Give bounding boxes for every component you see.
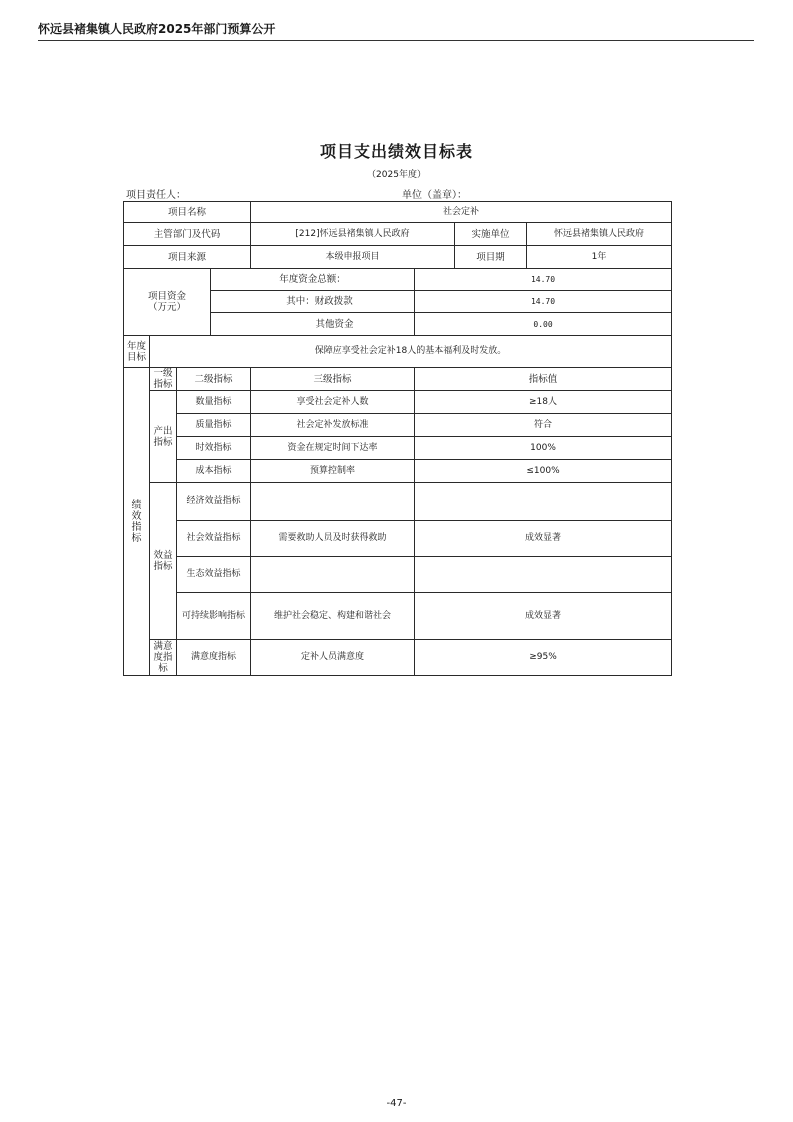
table-row xyxy=(124,521,672,557)
table-row xyxy=(124,414,672,437)
table-row xyxy=(124,460,672,483)
table-row xyxy=(124,223,672,246)
indicator-level3: 维护社会稳定、构建和谐社会 xyxy=(251,593,415,640)
performance-target-table xyxy=(123,201,672,676)
table-row xyxy=(124,368,672,391)
fiscal-funds-value: 14.70 xyxy=(415,291,672,313)
other-funds-label: 其他资金 xyxy=(211,313,415,336)
indicator-value: 100% xyxy=(415,437,672,460)
page-number: -47- xyxy=(386,1098,407,1109)
indicator-level2: 可持续影响指标 xyxy=(177,593,251,640)
indicator-level3 xyxy=(251,557,415,593)
indicator-value: 成效显著 xyxy=(415,521,672,557)
table-row xyxy=(124,336,672,368)
unit-seal-label: 单位（盖章）： xyxy=(402,190,467,201)
period-label: 项目期 xyxy=(455,246,527,269)
table-row xyxy=(124,593,672,640)
table-row xyxy=(124,437,672,460)
indicator-value xyxy=(415,557,672,593)
total-funds-label: 年度资金总额： xyxy=(211,269,415,291)
funds-label: 项目资金 （万元） xyxy=(124,269,211,336)
indicator-level2: 满意度指标 xyxy=(177,640,251,676)
indicator-value: ≤100% xyxy=(415,460,672,483)
dept-label: 主管部门及代码 xyxy=(124,223,251,246)
indicator-level3: 享受社会定补人数 xyxy=(251,391,415,414)
annual-goal-label: 年度 目标 xyxy=(124,336,150,368)
annual-goal-value: 保障应享受社会定补18人的基本福利及时发放。 xyxy=(150,336,672,368)
indicator-value xyxy=(415,483,672,521)
subtitle-year: （2025年度） xyxy=(367,170,426,180)
indicator-level2: 数量指标 xyxy=(177,391,251,414)
header-level2: 二级指标 xyxy=(177,368,251,391)
indicator-level2: 成本指标 xyxy=(177,460,251,483)
indicator-value: ≥95% xyxy=(415,640,672,676)
indicator-level2: 质量指标 xyxy=(177,414,251,437)
indicator-level2: 经济效益指标 xyxy=(177,483,251,521)
impl-unit-value: 怀远县褚集镇人民政府 xyxy=(527,223,672,246)
project-name-value: 社会定补 xyxy=(251,202,672,223)
header-level3: 三级指标 xyxy=(251,368,415,391)
impl-unit-label: 实施单位 xyxy=(455,223,527,246)
dept-value: [212]怀远县褚集镇人民政府 xyxy=(251,223,455,246)
total-funds-value: 14.70 xyxy=(415,269,672,291)
benefit-indicators-label: 效益 指标 xyxy=(150,483,177,640)
project-name-label: 项目名称 xyxy=(124,202,251,223)
table-row xyxy=(124,483,672,521)
indicator-level3: 需要救助人员及时获得救助 xyxy=(251,521,415,557)
other-funds-value: 0.00 xyxy=(415,313,672,336)
table-row xyxy=(124,640,672,676)
indicator-level3: 预算控制率 xyxy=(251,460,415,483)
table-row xyxy=(124,557,672,593)
indicator-value: 成效显著 xyxy=(415,593,672,640)
period-value: 1年 xyxy=(527,246,672,269)
table-row xyxy=(124,202,672,223)
header-value: 指标值 xyxy=(415,368,672,391)
performance-indicators-label: 绩 效 指 标 xyxy=(124,368,150,676)
satisfaction-indicators-label: 满意 度指 标 xyxy=(150,640,177,676)
table-row xyxy=(124,391,672,414)
header-level1: 一级 指标 xyxy=(150,368,177,391)
responsible-person-label: 项目责任人： xyxy=(126,190,186,201)
output-indicators-label: 产出 指标 xyxy=(150,391,177,483)
indicator-level3 xyxy=(251,483,415,521)
source-label: 项目来源 xyxy=(124,246,251,269)
source-value: 本级申报项目 xyxy=(251,246,455,269)
fiscal-funds-label: 其中：财政拨款 xyxy=(211,291,415,313)
indicator-value: ≥18人 xyxy=(415,391,672,414)
page-title: 项目支出绩效目标表 xyxy=(319,142,473,161)
table-row xyxy=(124,269,672,291)
indicator-level3: 定补人员满意度 xyxy=(251,640,415,676)
indicator-level3: 社会定补发放标准 xyxy=(251,414,415,437)
indicator-value: 符合 xyxy=(415,414,672,437)
indicator-level2: 生态效益指标 xyxy=(177,557,251,593)
indicator-level2: 时效指标 xyxy=(177,437,251,460)
indicator-level3: 资金在规定时间下达率 xyxy=(251,437,415,460)
indicator-level2: 社会效益指标 xyxy=(177,521,251,557)
page-header: 怀远县褚集镇人民政府2025年部门预算公开 xyxy=(38,20,754,41)
table-row xyxy=(124,246,672,269)
